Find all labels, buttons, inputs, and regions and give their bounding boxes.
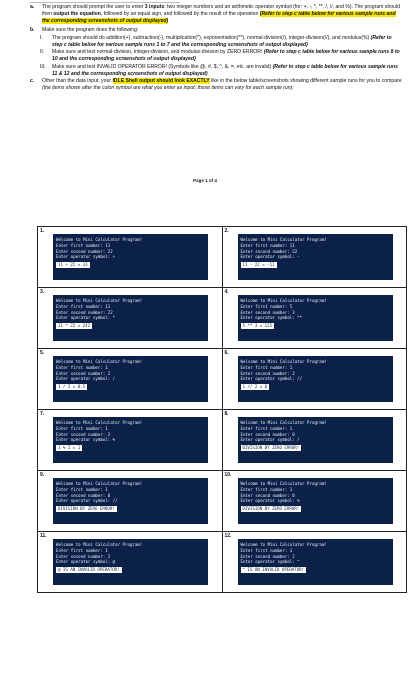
- shell-screenshot: [53, 539, 208, 585]
- second-number-prompt: Enter second number: 2: [240, 553, 295, 559]
- second-number-prompt: Enter second number: 2: [240, 370, 295, 376]
- sample-run-cell: [38, 227, 223, 288]
- operator-prompt: Enter operator symbol: +: [56, 254, 116, 260]
- table-row: [38, 227, 407, 288]
- instruction-c-label: c.: [30, 78, 35, 85]
- table-row: [38, 410, 407, 471]
- sample-run-cell: [38, 349, 223, 410]
- sample-run-cell: [38, 471, 223, 532]
- page-footer: Page 1 of 4: [193, 178, 217, 183]
- sample-run-cell: [222, 532, 407, 593]
- welcome-line: Welcome to Mini Calculator Program!: [56, 542, 143, 547]
- second-number-prompt: Enter second number: 2: [56, 370, 111, 376]
- run-number: 8.: [224, 411, 229, 417]
- table-row: [38, 288, 407, 349]
- welcome-line: Welcome to Mini Calculator Program!: [240, 481, 327, 486]
- result-line: 11 - 22 = -11: [242, 262, 275, 268]
- shell-screenshot: [238, 295, 393, 341]
- shell-screenshot: [53, 295, 208, 341]
- sample-run-cell: [222, 471, 407, 532]
- first-number-prompt: Enter first number: 1: [240, 547, 293, 553]
- run-number: 5.: [40, 350, 45, 356]
- instruction-b-sub-2: [30, 49, 402, 63]
- result-line: DIVISION BY ZERO ERROR!: [242, 445, 300, 451]
- first-number-prompt: Enter first number: 11: [56, 242, 111, 248]
- second-number-prompt: Enter second number: 2: [56, 431, 111, 437]
- shell-screenshot: [238, 478, 393, 524]
- sample-run-cell: [222, 227, 407, 288]
- operator-prompt: Enter operator symbol: **: [240, 315, 303, 321]
- instruction-b-sub-3: [30, 64, 402, 78]
- shell-screenshot: [238, 417, 393, 463]
- instruction-c-text-2: like in the below table/screenshots showing different sample runs for you to compare: [209, 78, 402, 85]
- instruction-a-text-2: : two integer numbers and an arithmetic operator symbol (for: +, -, *, **, /, //, and %). The program should then: [42, 4, 400, 18]
- result-line: DIVISION BY ZERO ERROR!: [242, 506, 300, 512]
- instruction-a-highlight: (Refer to step c table below for various sample runs and the corresponding screenshots of output displayed): [42, 11, 396, 25]
- result-line: 11 + 22 = 33: [58, 262, 88, 268]
- result-line: 1 % 2 = 1: [58, 445, 81, 451]
- welcome-line: Welcome to Mini Calculator Program!: [56, 420, 143, 425]
- operator-prompt: Enter operator symbol: @: [56, 559, 116, 565]
- result-line: 1 // 2 = 0: [242, 384, 268, 390]
- sub-numeral: I.: [40, 34, 43, 41]
- result-line: @ IS AN INVALID OPERATOR!: [58, 567, 120, 573]
- instruction-c-highlight: IDLE Shell output should look EXACTLY: [112, 78, 210, 85]
- run-number: 10.: [224, 472, 232, 478]
- run-number: 1.: [40, 228, 45, 234]
- sub-reference: (Refer to step c table below for various sample runs 8 to 10 and the corresponding screenshots of output displayed): [52, 49, 400, 63]
- shell-screenshot: [53, 234, 208, 280]
- run-number: 9.: [40, 472, 45, 478]
- operator-prompt: Enter operator symbol: /: [56, 376, 116, 382]
- instruction-b-text: Make sure the program does the following:: [42, 26, 139, 33]
- welcome-line: Welcome to Mini Calculator Program!: [240, 298, 327, 303]
- second-number-prompt: Enter second number: 0: [240, 492, 295, 498]
- operator-prompt: Enter operator symbol: //: [240, 376, 303, 382]
- first-number-prompt: Enter first number: 1: [240, 425, 293, 431]
- sample-run-cell: [38, 410, 223, 471]
- instruction-c-italic: (the items shown after the colon symbol are what you enter as input; those items can vary for each sample run):: [42, 85, 294, 92]
- result-line: DIVISION BY ZERO ERROR!: [58, 506, 115, 512]
- operator-prompt: Enter operator symbol: /: [240, 437, 300, 443]
- run-number: 7.: [40, 411, 45, 417]
- instruction-b-sub-1: [30, 35, 402, 49]
- shell-screenshot: [238, 539, 393, 585]
- instruction-c: [30, 78, 402, 92]
- first-number-prompt: Enter first number: 5: [240, 303, 293, 309]
- instruction-a-text-3: , followed by an equal sign, and followed by the result of the operation: [100, 11, 260, 18]
- shell-screenshot: [53, 356, 208, 402]
- instructions-block: [30, 4, 402, 93]
- shell-screenshot: [53, 417, 208, 463]
- sample-run-cell: [38, 532, 223, 593]
- sub-text: Make sure and test INVALID OPERATOR ERROR! (Symbols like @, #, $, ^, &, =, etc. are invalid): [52, 63, 273, 70]
- welcome-line: Welcome to Mini Calculator Program!: [240, 420, 327, 425]
- second-number-prompt: Enter second number: 3: [240, 309, 295, 315]
- welcome-line: Welcome to Mini Calculator Program!: [56, 481, 143, 486]
- sub-reference: (Refer to step c table below for various sample runs 1 to 7 and the corresponding screenshots of output displayed): [52, 34, 392, 49]
- first-number-prompt: Enter first number: 11: [56, 303, 111, 309]
- sub-text: Make sure and test normal-division, integer-division, and modulus-division by ZERO ERROR!: [52, 49, 264, 56]
- sub-reference: (Refer to step c table below for various sample runs 11 & 12 and the corresponding screenshots of output displayed): [52, 63, 398, 77]
- table-row: [38, 471, 407, 532]
- result-line: ^ IS AN INVALID OPERATOR!: [242, 567, 305, 573]
- first-number-prompt: Enter first number: 1: [56, 547, 108, 553]
- first-number-prompt: Enter first number: 1: [240, 486, 293, 492]
- instruction-b: [30, 27, 402, 34]
- second-number-prompt: Enter second number: 2: [56, 553, 111, 559]
- run-number: 2.: [224, 228, 229, 234]
- cropped-heading-rule: [30, 0, 180, 3]
- second-number-prompt: Enter second number: 22: [56, 248, 113, 254]
- instruction-a-bold-inputs: 3 inputs: [144, 4, 165, 10]
- instruction-c-text: Other than the data input, your: [42, 78, 113, 85]
- instruction-b-label: b.: [30, 26, 35, 33]
- first-number-prompt: Enter first number: 1: [56, 486, 108, 492]
- table-row: [38, 532, 407, 593]
- welcome-line: Welcome to Mini Calculator Program!: [56, 359, 143, 364]
- run-number: 6.: [224, 350, 229, 356]
- result-line: 1 / 2 = 0.5: [58, 384, 86, 390]
- instruction-a-label: a.: [30, 4, 35, 10]
- welcome-line: Welcome to Mini Calculator Program!: [240, 542, 327, 547]
- sub-text: The program should do addition(+), subtraction(-), multiplication(*), exponentiation(**), normal-division(/), integer-division(//), and modulus(%): [52, 34, 371, 41]
- instruction-a-text: The program should prompt the user to enter: [42, 4, 145, 10]
- sub-numeral: III.: [40, 63, 46, 70]
- shell-screenshot: [53, 478, 208, 524]
- shell-screenshot: [238, 234, 393, 280]
- second-number-prompt: Enter second number: 22: [56, 309, 113, 315]
- first-number-prompt: Enter first number: 1: [240, 364, 293, 370]
- operator-prompt: Enter operator symbol: %: [240, 498, 300, 504]
- result-line: 11 * 22 = 242: [58, 323, 91, 329]
- welcome-line: Welcome to Mini Calculator Program!: [240, 359, 327, 364]
- operator-prompt: Enter operator symbol: ^: [240, 559, 300, 565]
- run-number: 4.: [224, 289, 229, 295]
- operator-prompt: Enter operator symbol: -: [240, 254, 300, 260]
- sample-run-cell: [222, 410, 407, 471]
- sample-runs-table: [37, 226, 407, 593]
- instruction-a-bold-output: output the equation: [53, 11, 101, 18]
- run-number: 12.: [224, 533, 232, 539]
- welcome-line: Welcome to Mini Calculator Program!: [56, 298, 143, 303]
- second-number-prompt: Enter second number: 0: [56, 492, 111, 498]
- welcome-line: Welcome to Mini Calculator Program!: [240, 237, 327, 242]
- table-row: [38, 349, 407, 410]
- first-number-prompt: Enter first number: 11: [240, 242, 295, 248]
- sample-run-cell: [222, 288, 407, 349]
- sample-run-cell: [222, 349, 407, 410]
- second-number-prompt: Enter second number: 0: [240, 431, 295, 437]
- sub-numeral: II.: [40, 49, 45, 56]
- shell-screenshot: [238, 356, 393, 402]
- run-number: 11.: [40, 533, 47, 539]
- sample-run-cell: [38, 288, 223, 349]
- run-number: 3.: [40, 289, 45, 295]
- welcome-line: Welcome to Mini Calculator Program!: [56, 237, 143, 242]
- first-number-prompt: Enter first number: 1: [56, 425, 108, 431]
- first-number-prompt: Enter first number: 1: [56, 364, 108, 370]
- instruction-a: [30, 4, 402, 26]
- result-line: 5 ** 3 = 125: [242, 323, 273, 329]
- operator-prompt: Enter operator symbol: %: [56, 437, 116, 443]
- operator-prompt: Enter operator symbol: //: [56, 498, 118, 504]
- second-number-prompt: Enter second number: 22: [240, 248, 298, 254]
- operator-prompt: Enter operator symbol: *: [56, 315, 116, 321]
